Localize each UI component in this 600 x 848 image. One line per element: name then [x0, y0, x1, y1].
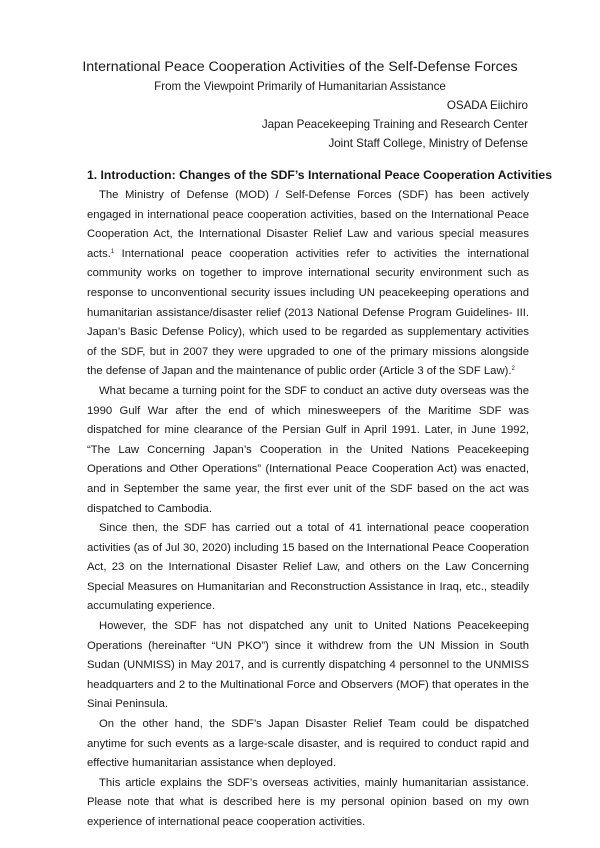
footnote-ref-2: 2 [511, 366, 515, 373]
paragraph-5: On the other hand, the SDF’s Japan Disaster Relief Team could be dispatched anytime for such events as a large-scale disaster, and is required to conduct rapid and effective humanitarian assistance when deployed. [87, 718, 529, 770]
document-subtitle: From the Viewpoint Primarily of Humanitarian Assistance [154, 80, 446, 93]
paragraph-2: What became a turning point for the SDF to conduct an active duty overseas was the 1990 Gulf War after the end of which minesweepers of the Maritime SDF was dispatched for mine clearance of the Persian Gulf in April 1991. Later, in June 1992, “The Law Concerning Japan’s Cooperation in the United Nations Peacekeeping Operations and Other Operations” (International Peace Cooperation Act) was enacted, and in September the same year, the first ever unit of the SDF based on the act was dispatched to Cambodia. [87, 384, 529, 515]
author-affiliation-1: Japan Peacekeeping Training and Research Center [261, 118, 528, 131]
author-name: OSADA Eiichiro [446, 99, 528, 112]
paragraph-4: However, the SDF has not dispatched any unit to United Nations Peacekeeping Operations (hereinafter “UN PKO”) since it withdrew from the UN Mission in South Sudan (UNMISS) in May 2017, and is currently dispatching 4 personnel to the UNMISS headquarters and 2 to the Multinational Force and Observers (MOF) that operates in the Sinai Peninsula. [87, 620, 529, 711]
author-affiliation-2: Joint Staff College, Ministry of Defense [328, 137, 528, 150]
paragraph-6: This article explains the SDF’s overseas activities, mainly humanitarian assistance. Please note that what is described here is my personal opinion based on my own experience of international peace cooperation activities. [87, 776, 529, 828]
paragraph-1 [87, 186, 529, 382]
body-text [87, 186, 529, 833]
document-title: International Peace Cooperation Activities of the Self-Defense Forces [82, 59, 518, 75]
section-heading: 1. Introduction: Changes of the SDF’s International Peace Cooperation Activities [87, 168, 552, 182]
paragraph-1-part-a: The Ministry of Defense (MOD) / Self-Defense Forces (SDF) has been actively engaged in international peace cooperation activities, based on the International Peace Cooperation Act, the International Disaster Relief Law and various special measures acts. [87, 189, 529, 260]
paragraph-3: Since then, the SDF has carried out a total of 41 international peace cooperation activities (as of Jul 30, 2020) including 15 based on the International Peace Cooperation Act, 23 on the International Disaster Relief Law, and others on the Law Concerning Special Measures on Humanitarian and Reconstruction Assistance in Iraq, etc., steadily accumulating experience. [87, 522, 529, 613]
footnote-ref-1: 1 [110, 248, 115, 255]
paragraph-1-part-b: International peace cooperation activities refer to activities the international community works on together to improve international security environment such as response to unconventional security issues including UN peacekeeping operations and humanitarian assistance/disaster relief (2013 National Defense Program Guidelines- III. Japan’s Basic Defense Policy), which used to be regarded as supplementary activities of the SDF, but in 2007 they were upgraded to one of the primary missions alongside the defense of Japan and the maintenance of public order (Article 3 of the SDF Law). [87, 247, 529, 378]
